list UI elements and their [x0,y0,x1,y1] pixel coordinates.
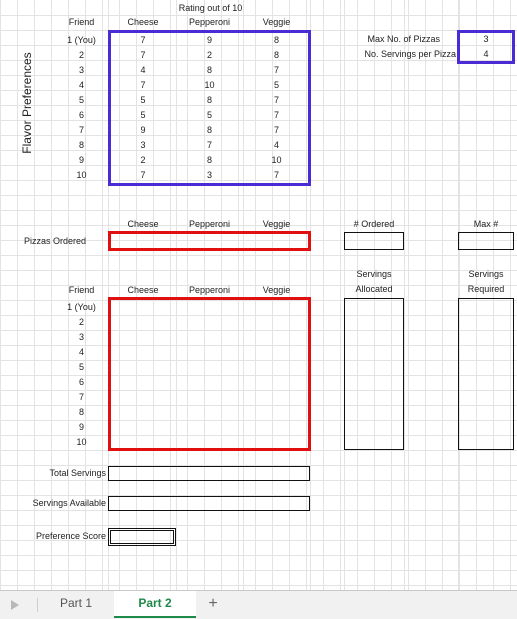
friend-label: 2 [78,50,84,60]
rating-cell[interactable]: 8 [206,65,212,75]
sheet-tab-bar [0,590,517,619]
servings-allocated-header-line2: Allocated [355,284,393,294]
servings-required-range[interactable] [458,298,514,450]
alloc-friend-label: 1 (You) [67,302,96,312]
total-servings-range[interactable] [108,466,310,481]
rating-cell[interactable]: 7 [206,140,212,150]
alloc-header-cheese: Cheese [127,285,159,295]
rating-cell[interactable]: 5 [273,80,279,90]
friend-label: 3 [78,65,84,75]
max-pizzas-label: Max No. of Pizzas [367,34,440,44]
friend-label: 5 [78,95,84,105]
servings-per-pizza-value[interactable]: 4 [483,49,489,59]
flavor-header-veggie: Veggie [262,17,291,27]
flavor-header-pepperoni: Pepperoni [188,17,231,27]
friend-label: 4 [78,80,84,90]
pizzas-ordered-range[interactable] [108,231,311,251]
max-pizzas-value[interactable]: 3 [483,34,489,44]
pizzas-ordered-label: Pizzas Ordered [23,236,86,246]
add-sheet-button[interactable]: + [208,595,218,612]
alloc-friend-label: 3 [78,332,84,342]
params-range-highlight [457,30,515,64]
servings-available-label: Servings Available [32,498,106,508]
rating-cell[interactable]: 4 [273,140,279,150]
order-header-pepperoni: Pepperoni [188,219,231,229]
friend-label: 6 [78,110,84,120]
grid-line [0,255,517,256]
servings-per-pizza-label: No. Servings per Pizza [364,49,456,59]
rating-cell[interactable]: 3 [206,170,212,180]
grid-line [0,210,517,211]
rating-cell[interactable]: 5 [206,110,212,120]
rating-cell[interactable]: 8 [273,50,279,60]
num-ordered-cell[interactable] [344,232,404,250]
rating-cell[interactable]: 8 [206,155,212,165]
grid-line [404,0,405,590]
tab-part-1[interactable]: Part 1 [59,596,92,610]
rating-cell[interactable]: 5 [140,95,146,105]
servings-available-range[interactable] [108,496,310,511]
rating-cell[interactable]: 7 [273,65,279,75]
alloc-friend-label: 2 [78,317,84,327]
servings-required-header-line2: Required [467,284,505,294]
alloc-friend-label: 9 [78,422,84,432]
rating-cell[interactable]: 10 [271,155,282,165]
alloc-friend-label: 8 [78,407,84,417]
rating-cell[interactable]: 2 [140,155,146,165]
alloc-friend-label: 5 [78,362,84,372]
rating-header: Rating out of 10 [178,3,243,13]
rating-cell[interactable]: 7 [273,170,279,180]
rating-cell[interactable]: 8 [206,95,212,105]
friend-label: 9 [78,155,84,165]
rating-cell[interactable]: 8 [206,125,212,135]
grid-line [0,585,517,586]
tab-part-2[interactable]: Part 2 [114,591,196,618]
order-header-veggie: Veggie [262,219,291,229]
flavor-preferences-label: Flavor Preferences [20,52,34,154]
friend-label: 1 (You) [67,35,96,45]
rating-cell[interactable]: 7 [273,110,279,120]
alloc-friend-label: 4 [78,347,84,357]
rating-cell[interactable]: 3 [140,140,146,150]
rating-cell[interactable]: 7 [140,170,146,180]
play-icon[interactable] [11,600,19,610]
alloc-friend-label: 7 [78,392,84,402]
rating-cell[interactable]: 4 [140,65,146,75]
order-header-cheese: Cheese [127,219,159,229]
friend-label: 10 [76,170,87,180]
grid-line [0,570,517,571]
ratings-range-highlight [108,30,311,186]
rating-cell[interactable]: 7 [140,35,146,45]
max-num-cell[interactable] [458,232,514,250]
rating-cell[interactable]: 9 [206,35,212,45]
servings-required-header-line1: Servings [468,269,504,279]
grid-line [0,195,517,196]
grid-line [0,525,517,526]
rating-cell[interactable]: 8 [273,35,279,45]
rating-cell[interactable]: 10 [204,80,215,90]
alloc-header-pepperoni: Pepperoni [188,285,231,295]
preference-score-cell[interactable] [108,528,176,546]
alloc-header-veggie: Veggie [262,285,291,295]
grid-line [0,270,517,271]
total-servings-label: Total Servings [49,468,106,478]
friend-label: 7 [78,125,84,135]
servings-allocated-range[interactable] [344,298,404,450]
flavor-header-cheese: Cheese [127,17,159,27]
alloc-friend-header: Friend [68,285,95,295]
servings-allocated-header-line1: Servings [356,269,392,279]
grid-line [0,555,517,556]
rating-cell[interactable]: 7 [140,50,146,60]
rating-cell[interactable]: 7 [273,95,279,105]
rating-cell[interactable]: 2 [206,50,212,60]
rating-cell[interactable]: 5 [140,110,146,120]
rating-cell[interactable]: 9 [140,125,146,135]
rating-cell[interactable]: 7 [273,125,279,135]
alloc-friend-label: 6 [78,377,84,387]
allocation-range[interactable] [108,297,311,451]
num-ordered-header: # Ordered [353,219,395,229]
friend-label: 8 [78,140,84,150]
friend-header: Friend [68,17,95,27]
alloc-friend-label: 10 [76,437,87,447]
preference-score-label: Preference Score [35,531,106,541]
rating-cell[interactable]: 7 [140,80,146,90]
max-num-header: Max # [473,219,499,229]
